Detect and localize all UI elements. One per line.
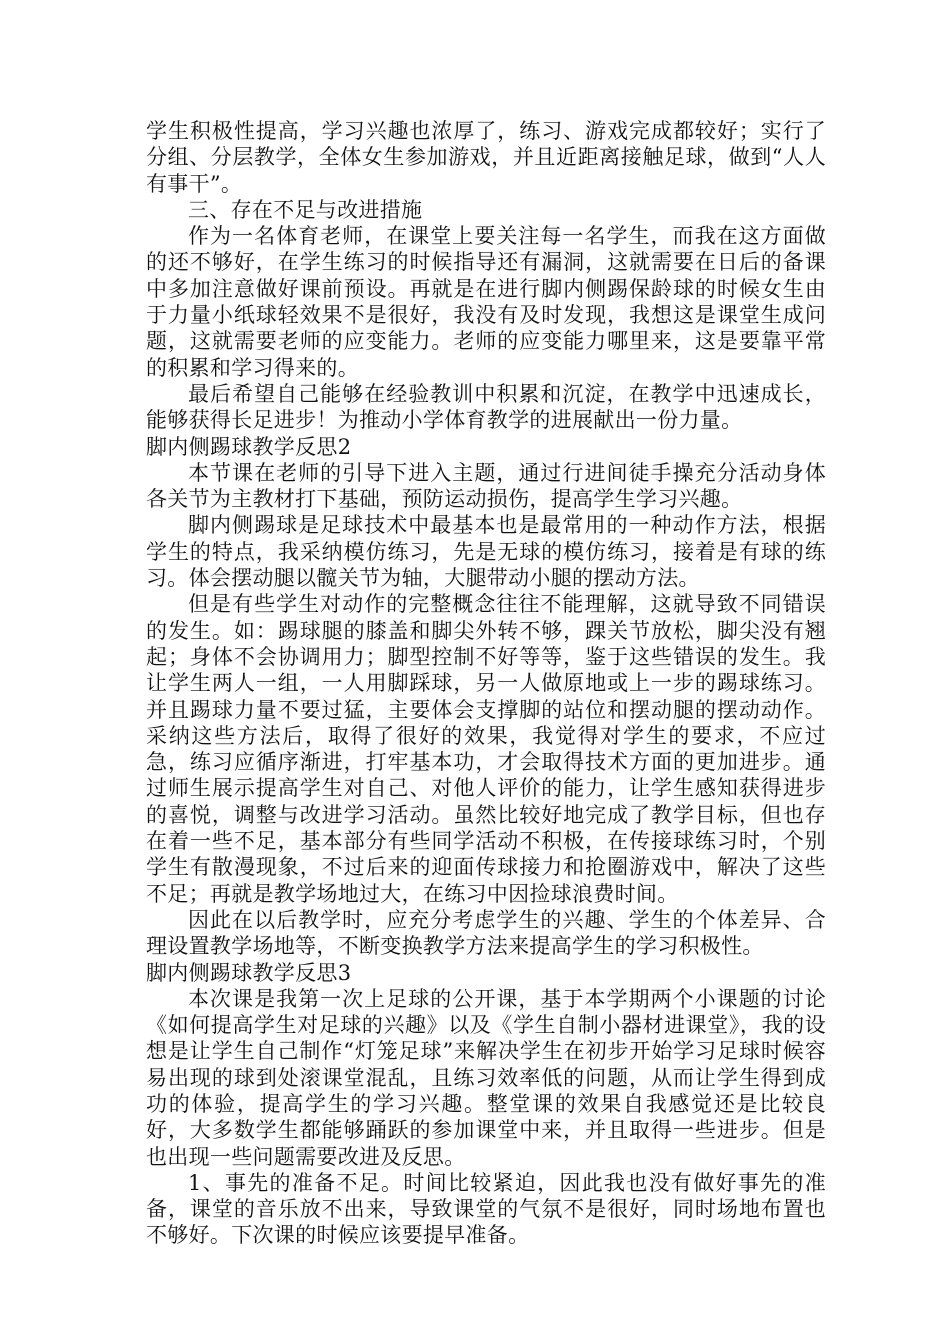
- paragraph: 最后希望自己能够在经验教训中积累和沉淀，在教学中迅速成长，能够获得长足进步！为推动小学体育教学的进展献出一份力量。: [146, 381, 826, 433]
- paragraph: 本次课是我第一次上足球的公开课，基于本学期两个小课题的讨论《如何提高学生对足球的兴趣》以及《学生自制小器材进课堂》，我的设想是让学生自己制作“灯笼足球”来解决学生在初步开始学习足球时候容易出现的球到处滚课堂混乱，且练习效率低的问题，从而让学生得到成功的体验，提高学生的学习兴趣。整堂课的效果自我感觉还是比较良好，大多数学生都能够踊跃的参加课堂中来，并且取得一些进步。但是也出现一些问题需要改进及反思。: [146, 986, 826, 1169]
- paragraph-continuation: 学生积极性提高，学习兴趣也浓厚了，练习、游戏完成都较好；实行了分组、分层教学，全体女生参加游戏，并且近距离接触足球，做到“人人有事干”。: [146, 119, 826, 196]
- paragraph: 作为一名体育老师，在课堂上要关注每一名学生，而我在这方面做的还不够好，在学生练习的时候指导还有漏洞，这就需要在日后的备课中多加注意做好课前预设。再就是在进行脚内侧踢保龄球的时候女生由于力量小纸球轻效果不是很好，我没有及时发现，我想这是课堂生成问题，这就需要老师的应变能力。老师的应变能力哪里来，这是要靠平常的积累和学习得来的。: [146, 224, 826, 380]
- paragraph: 但是有些学生对动作的完整概念往往不能理解，这就导致不同错误的发生。如：踢球腿的膝盖和脚尖外转不够，踝关节放松，脚尖没有翘起；身体不会协调用力；脚型控制不好等等，鉴于这些错误的发生。我让学生两人一组，一人用脚踩球，另一人做原地或上一步的踢球练习。并且踢球力量不要过猛，主要体会支撑脚的站位和摆动腿的摆动动作。采纳这些方法后，取得了很好的效果，我觉得对学生的要求，不应过急，练习应循序渐进，打牢基本功，才会取得技术方面的更加进步。通过师生展示提高学生对自己、对他人评价的能力，让学生感知获得进步的喜悦，调整与改进学习活动。虽然比较好地完成了教学目标，但也存在着一些不足，基本部分有些同学活动不积极，在传接球练习时，个别学生有散漫现象，不过后来的迎面传球接力和抢圈游戏中，解决了这些不足；再就是教学场地过大，在练习中因捡球浪费时间。: [146, 592, 826, 906]
- section-heading-shortcomings: 三、存在不足与改进措施: [188, 197, 423, 222]
- paragraph: 脚内侧踢球是足球技术中最基本也是最常用的一种动作方法，根据学生的特点，我采纳模仿练习，先是无球的模仿练习，接着是有球的练习。体会摆动腿以髋关节为轴，大腿带动小腿的摆动方法。: [146, 513, 826, 591]
- document-body: [146, 118, 826, 1249]
- essay-title-3: 脚内侧踢球教学反思3: [146, 960, 352, 985]
- paragraph: 本节课在老师的引导下进入主题，通过行进间徒手操充分活动身体各关节为主教材打下基础，预防运动损伤，提高学生学习兴趣。: [146, 460, 826, 512]
- paragraph: 1、事先的准备不足。时间比较紧迫，因此我也没有做好事先的准备，课堂的音乐放不出来，导致课堂的气氛不是很好，同时场地布置也不够好。下次课的时候应该要提早准备。: [146, 1170, 826, 1248]
- essay-title-2: 脚内侧踢球教学反思2: [146, 434, 352, 459]
- paragraph: 因此在以后教学时，应充分考虑学生的兴趣、学生的个体差异、合理设置教学场地等，不断变换教学方法来提高学生的学习积极性。: [146, 907, 826, 959]
